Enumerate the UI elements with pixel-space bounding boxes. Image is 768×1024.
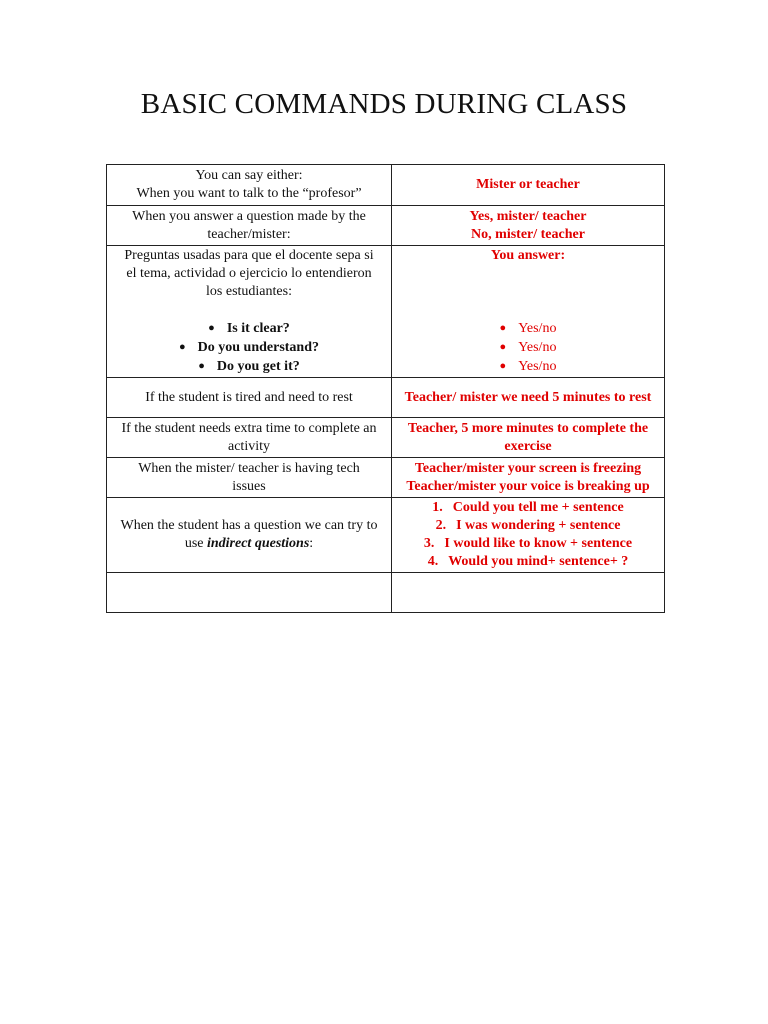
list-item [395, 535, 661, 553]
answers-list [395, 319, 661, 376]
row6-left-cell [107, 458, 392, 498]
row2-right-cell [392, 206, 665, 246]
row4-left-cell [107, 378, 392, 418]
row3-left-cell [107, 246, 392, 378]
commands-table [106, 164, 665, 613]
row8-right-cell [392, 573, 665, 613]
list-number: 2. [435, 518, 447, 533]
row2-left-cell [107, 206, 392, 246]
cell-text: los estudiantes: [206, 284, 292, 299]
list-item-text: Would you mind+ sentence+ ? [448, 554, 629, 569]
list-item [110, 319, 388, 338]
bullet-icon: ● [499, 360, 507, 372]
list-item-text: Is it clear? [226, 321, 290, 336]
row8-left-cell [107, 573, 392, 613]
table-row [107, 206, 665, 246]
cell-text [110, 535, 388, 553]
cell-text: activity [228, 438, 270, 454]
cell-text: Teacher/mister your screen is freezing [414, 460, 642, 476]
table-row [107, 246, 665, 378]
cell-text: exercise [504, 438, 552, 454]
row5-left-cell [107, 418, 392, 458]
row7-right-cell [392, 498, 665, 573]
cell-text: el tema, actividad o ejercicio lo entendieron [126, 266, 372, 281]
table-row-empty [107, 573, 665, 613]
list-item [395, 553, 661, 571]
row7-left-cell [107, 498, 392, 573]
cell-text: Teacher/mister your voice is breaking up [406, 478, 650, 494]
cell-text: Teacher, 5 more minutes to complete the [407, 420, 649, 436]
row1-left-cell [107, 165, 392, 206]
list-item [110, 338, 388, 357]
cell-text: When the mister/ teacher is having tech [138, 460, 360, 476]
list-number: 3. [423, 536, 435, 551]
row4-right-cell [392, 378, 665, 418]
cell-text-prefix: use [184, 536, 207, 551]
list-item-text: I was wondering + sentence [456, 518, 621, 533]
table-row [107, 165, 665, 206]
bullet-icon: ● [208, 322, 215, 334]
list-item-text: Could you tell me + sentence [452, 500, 624, 515]
row3-right-cell [392, 246, 665, 378]
cell-text: Yes, mister/ teacher [469, 208, 587, 224]
cell-text: No, mister/ teacher [471, 226, 585, 242]
list-number: 4. [427, 554, 439, 569]
table-row [107, 378, 665, 418]
list-item [395, 338, 661, 357]
list-item-text: I would like to know + sentence [444, 536, 633, 551]
cell-text-suffix: : [309, 536, 314, 551]
page-title: BASIC COMMANDS DURING CLASS [140, 88, 628, 120]
table-row [107, 418, 665, 458]
cell-text: When you answer a question made by the [132, 208, 366, 224]
table-row [107, 498, 665, 573]
cell-text: When the student has a question we can try to [120, 518, 378, 533]
understanding-questions-list [110, 319, 388, 376]
bullet-icon: ● [178, 341, 186, 353]
bullet-icon: ● [499, 322, 507, 334]
row5-right-cell [392, 418, 665, 458]
cell-text: issues [232, 478, 266, 494]
cell-text: Preguntas usadas para que el docente sepa si [124, 248, 374, 263]
list-item [395, 319, 661, 338]
row6-right-cell [392, 458, 665, 498]
list-item [395, 357, 661, 376]
cell-text: Teacher/ mister we need 5 minutes to rest [404, 389, 652, 405]
list-number: 1. [432, 500, 443, 515]
cell-text: If the student needs extra time to complete an [121, 420, 377, 436]
list-item-text: Yes/no [518, 321, 557, 336]
indirect-questions-emphasis: indirect questions [206, 536, 310, 551]
cell-text: teacher/mister: [207, 226, 291, 242]
cell-text: Mister or teacher [476, 177, 580, 192]
list-item-text: Do you get it? [216, 359, 300, 374]
bullet-icon: ● [499, 341, 507, 353]
row1-right-cell [392, 165, 665, 206]
list-item [395, 499, 661, 517]
bullet-icon: ● [198, 360, 205, 372]
list-item-text: Do you understand? [197, 340, 320, 355]
cell-text: When you want to talk to the “profesor” [136, 186, 362, 201]
cell-heading: You answer: [490, 248, 566, 263]
list-item [110, 357, 388, 376]
table-row [107, 458, 665, 498]
cell-text: If the student is tired and need to rest [145, 389, 353, 405]
cell-text: You can say either: [195, 168, 303, 183]
list-item-text: Yes/no [518, 359, 557, 374]
list-item-text: Yes/no [518, 340, 557, 355]
list-item [395, 517, 661, 535]
indirect-questions-list [395, 499, 661, 571]
